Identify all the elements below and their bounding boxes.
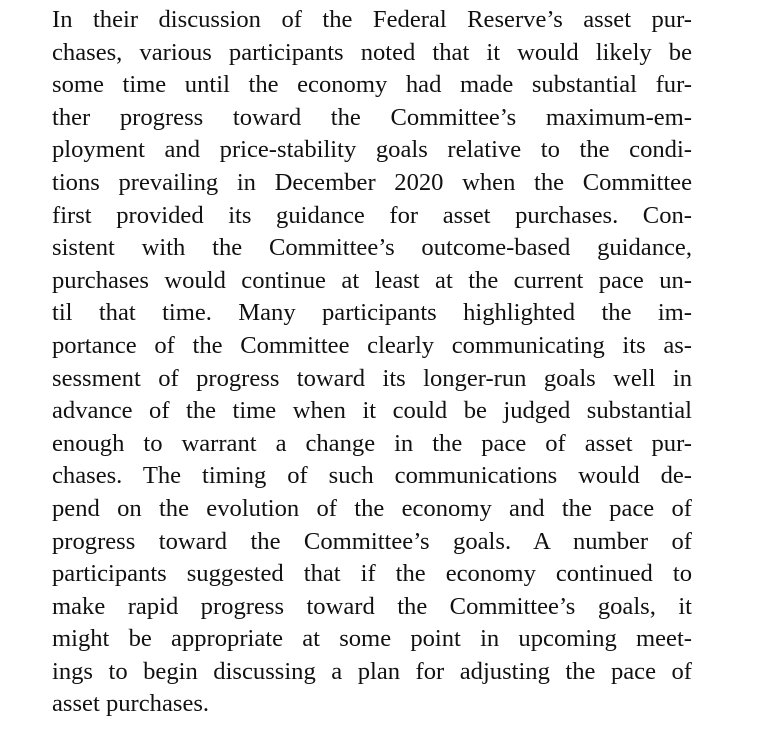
text-line: participants suggested that if the economy continued to: [52, 560, 692, 588]
text-line-last: asset purchases.: [52, 690, 210, 718]
text-line: ther progress toward the Committee’s maximum-em-: [52, 103, 692, 131]
text-line: ings to begin discussing a plan for adjusting the pace of: [52, 657, 692, 685]
body-paragraph: [52, 4, 692, 721]
text-line: first provided its guidance for asset purchases. Con-: [52, 201, 692, 229]
text-line: til that time. Many participants highlighted the im-: [52, 299, 692, 327]
text-line: portance of the Committee clearly communicating its as-: [52, 331, 692, 359]
text-line: sistent with the Committee’s outcome-based guidance,: [52, 234, 692, 262]
text-line: some time until the economy had made substantial fur-: [52, 71, 692, 99]
text-line: enough to warrant a change in the pace of asset pur-: [52, 429, 692, 457]
text-line: advance of the time when it could be judged substantial: [52, 397, 692, 425]
text-line: might be appropriate at some point in upcoming meet-: [52, 625, 692, 653]
text-line: chases, various participants noted that it would likely be: [52, 38, 692, 66]
text-line: ployment and price-stability goals relative to the condi-: [52, 136, 692, 164]
text-line: pend on the evolution of the economy and the pace of: [52, 494, 692, 522]
text-line: sessment of progress toward its longer-run goals well in: [52, 364, 692, 392]
text-line: progress toward the Committee’s goals. A number of: [52, 527, 692, 555]
text-line: In their discussion of the Federal Reserve’s asset pur-: [52, 6, 692, 33]
text-line: make rapid progress toward the Committee’s goals, it: [52, 592, 692, 620]
text-line: tions prevailing in December 2020 when the Committee: [52, 168, 692, 196]
text-line: chases. The timing of such communications would de-: [52, 462, 692, 490]
text-line: purchases would continue at least at the current pace un-: [52, 266, 692, 294]
document-page: [52, 4, 692, 721]
